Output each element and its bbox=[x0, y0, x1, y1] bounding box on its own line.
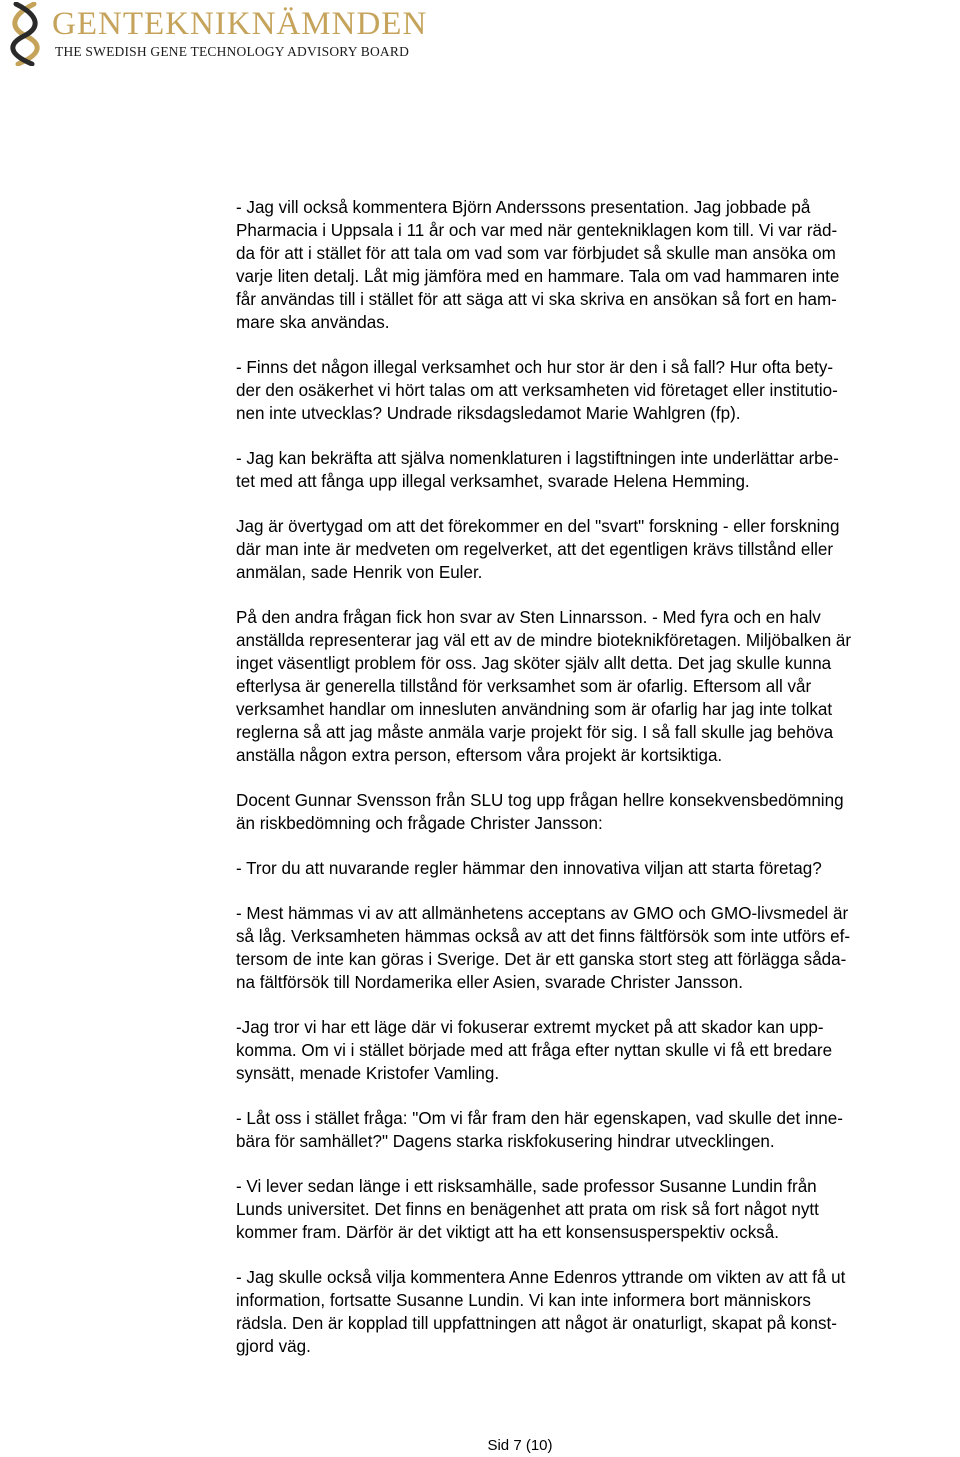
body-paragraph bbox=[236, 902, 960, 994]
paragraph-line: anställa någon extra person, eftersom våra projekt är kortsiktiga. bbox=[236, 745, 723, 765]
body-paragraph bbox=[236, 1107, 960, 1153]
paragraph-line: na fältförsök till Nordamerika eller Asien, svarade Christer Jansson. bbox=[236, 972, 743, 992]
document-body bbox=[236, 196, 960, 1380]
paragraph-line: rädsla. Den är kopplad till uppfattningen att något är onaturligt, skapat på konst- bbox=[236, 1313, 837, 1333]
document-header bbox=[0, 0, 428, 70]
paragraph-line: efterlysa är generella tillstånd för verksamhet som är ofarlig. Eftersom all vår bbox=[236, 676, 812, 696]
paragraph-line: - Låt oss i stället fråga: "Om vi får fram den här egenskapen, vad skulle det inne- bbox=[236, 1108, 843, 1128]
body-paragraph bbox=[236, 1175, 960, 1244]
paragraph-line: reglerna så att jag måste anmäla varje projekt för sig. I så fall skulle jag behöva bbox=[236, 722, 834, 742]
paragraph-line: gjord väg. bbox=[236, 1336, 311, 1356]
paragraph-line: där man inte är medveten om regelverket, att det egentligen krävs tillstånd eller bbox=[236, 539, 834, 559]
paragraph-line: - Mest hämmas vi av att allmänhetens acceptans av GMO och GMO-livsmedel är bbox=[236, 903, 849, 923]
paragraph-line: da för att i stället för att tala om vad som var förbjudet så skulle man ansöka om bbox=[236, 243, 836, 263]
paragraph-line: På den andra frågan fick hon svar av Sten Linnarsson. - Med fyra och en halv bbox=[236, 607, 821, 627]
paragraph-line: - Jag skulle också vilja kommentera Anne Edenros yttrande om vikten av att få ut bbox=[236, 1267, 846, 1287]
paragraph-line: - Jag kan bekräfta att själva nomenklaturen i lagstiftningen inte underlättar arbe- bbox=[236, 448, 839, 468]
paragraph-line: anmälan, sade Henrik von Euler. bbox=[236, 562, 483, 582]
body-paragraph bbox=[236, 356, 960, 425]
body-paragraph bbox=[236, 1016, 960, 1085]
paragraph-line: - Tror du att nuvarande regler hämmar den innovativa viljan att starta företag? bbox=[236, 858, 822, 878]
paragraph-line: - Jag vill också kommentera Björn Anderssons presentation. Jag jobbade på bbox=[236, 197, 811, 217]
paragraph-line: inget väsentligt problem för oss. Jag sköter själv allt detta. Det jag skulle kunna bbox=[236, 653, 832, 673]
page-number: Sid 7 (10) bbox=[487, 1437, 553, 1454]
paragraph-line: kommer fram. Därför är det viktigt att ha ett konsensusperspektiv också. bbox=[236, 1222, 779, 1242]
paragraph-line: bära för samhället?" Dagens starka riskfokusering hindrar utvecklingen. bbox=[236, 1131, 775, 1151]
paragraph-line: verksamhet handlar om innesluten användning som är ofarlig har jag inte tolkat bbox=[236, 699, 833, 719]
body-paragraph bbox=[236, 196, 960, 334]
paragraph-line: tersom de inte kan göras i Sverige. Det är ett ganska stort steg att förlägga såda- bbox=[236, 949, 847, 969]
paragraph-line: der den osäkerhet vi hört talas om att verksamheten vid företaget eller institutio- bbox=[236, 380, 838, 400]
paragraph-line: Docent Gunnar Svensson från SLU tog upp frågan hellre konsekvensbedömning bbox=[236, 790, 844, 810]
paragraph-line: nen inte utvecklas? Undrade riksdagsledamot Marie Wahlgren (fp). bbox=[236, 403, 741, 423]
paragraph-line: varje liten detalj. Låt mig jämföra med en hammare. Tala om vad hammaren inte bbox=[236, 266, 840, 286]
paragraph-line: komma. Om vi i stället började med att fråga efter nyttan skulle vi få ett bredare bbox=[236, 1040, 833, 1060]
paragraph-line: får användas till i stället för att säga att vi ska skriva en ansökan så fort en ham- bbox=[236, 289, 837, 309]
paragraph-line: mare ska användas. bbox=[236, 312, 390, 332]
dna-helix-icon bbox=[4, 2, 48, 66]
paragraph-line: anställda representerar jag väl ett av de mindre bioteknikföretagen. Miljöbalken är bbox=[236, 630, 852, 650]
paragraph-line: - Finns det någon illegal verksamhet och hur stor är den i så fall? Hur ofta bety- bbox=[236, 357, 834, 377]
paragraph-line: - Vi lever sedan länge i ett risksamhälle, sade professor Susanne Lundin från bbox=[236, 1176, 817, 1196]
body-paragraph bbox=[236, 606, 960, 767]
brand-subtitle: THE SWEDISH GENE TECHNOLOGY ADVISORY BOARD bbox=[55, 44, 410, 59]
paragraph-line: Jag är övertygad om att det förekommer en del "svart" forskning - eller forskning bbox=[236, 516, 840, 536]
body-paragraph bbox=[236, 789, 960, 835]
paragraph-line: Lunds universitet. Det finns en benägenhet att prata om risk så fort något nytt bbox=[236, 1199, 819, 1219]
paragraph-line: synsätt, menade Kristofer Vamling. bbox=[236, 1063, 500, 1083]
paragraph-line: Pharmacia i Uppsala i 11 år och var med när gentekniklagen kom till. Vi var räd- bbox=[236, 220, 838, 240]
paragraph-line: tet med att fånga upp illegal verksamhet, svarade Helena Hemming. bbox=[236, 471, 750, 491]
body-paragraph bbox=[236, 447, 960, 493]
body-paragraph bbox=[236, 515, 960, 584]
paragraph-line: information, fortsatte Susanne Lundin. Vi kan inte informera bort människors bbox=[236, 1290, 811, 1310]
paragraph-line: så låg. Verksamheten hämmas också av att det finns fältförsök som inte utförs ef- bbox=[236, 926, 851, 946]
paragraph-line: än riskbedömning och frågade Christer Jansson: bbox=[236, 813, 603, 833]
body-paragraph bbox=[236, 857, 960, 880]
paragraph-line: -Jag tror vi har ett läge där vi fokuserar extremt mycket på att skador kan upp- bbox=[236, 1017, 824, 1037]
brand-name: GENTEKNIKNÄMNDEN bbox=[52, 6, 428, 42]
body-paragraph bbox=[236, 1266, 960, 1358]
